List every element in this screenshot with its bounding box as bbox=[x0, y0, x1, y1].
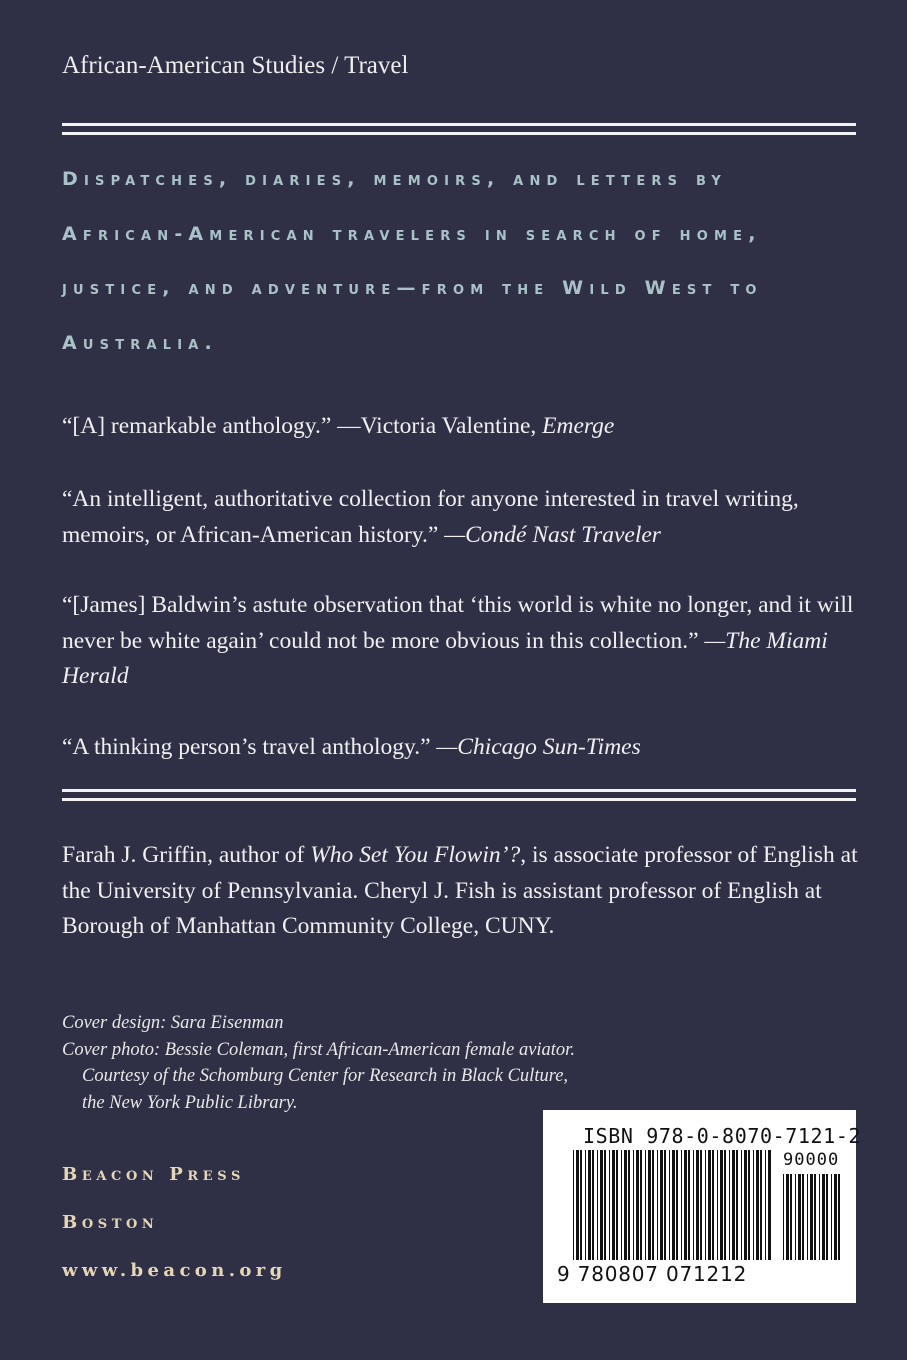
barcode-bar bbox=[621, 1150, 622, 1260]
barcode-bar bbox=[592, 1150, 594, 1260]
barcode-bar bbox=[636, 1150, 639, 1260]
addon-bar bbox=[810, 1174, 813, 1260]
barcode-bar bbox=[760, 1150, 762, 1260]
barcode-bar bbox=[768, 1150, 771, 1260]
cover-photo-credit: Cover photo: Bessie Coleman, first African-American female aviator. bbox=[62, 1039, 575, 1060]
review-quote bbox=[62, 588, 862, 695]
barcode-bar bbox=[700, 1150, 702, 1260]
barcode-bar bbox=[741, 1150, 742, 1260]
barcode-bar bbox=[652, 1150, 654, 1260]
barcode-bar bbox=[669, 1150, 670, 1260]
barcode-bar bbox=[696, 1150, 699, 1260]
addon-bar bbox=[790, 1174, 792, 1260]
barcode-bar bbox=[736, 1150, 738, 1260]
barcode-bar bbox=[612, 1150, 615, 1260]
bio-book-title: Who Set You Flowin’? bbox=[310, 842, 521, 868]
addon-bar bbox=[798, 1174, 801, 1260]
barcode-bar bbox=[765, 1150, 766, 1260]
barcode-bar bbox=[573, 1150, 574, 1260]
quote-text: “An intelligent, authoritative collection for anyone interested in travel writing, memoirs, or African-American history.” bbox=[62, 486, 799, 548]
barcode-bar bbox=[732, 1150, 735, 1260]
review-quote bbox=[62, 730, 862, 766]
cover-design-credit: Cover design: Sara Eisenman bbox=[62, 1013, 284, 1033]
author-bio bbox=[62, 838, 862, 945]
barcode-bar bbox=[676, 1150, 678, 1260]
barcode-bar bbox=[688, 1150, 690, 1260]
barcode-bar bbox=[628, 1150, 630, 1260]
barcode-bar bbox=[597, 1150, 598, 1260]
addon-bar bbox=[807, 1174, 808, 1260]
addon-bar bbox=[786, 1174, 789, 1260]
barcode-bar bbox=[588, 1150, 591, 1260]
barcode-bar bbox=[604, 1150, 606, 1260]
addon-bar bbox=[822, 1174, 825, 1260]
publisher-url: www.beacon.org bbox=[62, 1260, 287, 1281]
barcode-bar bbox=[600, 1150, 603, 1260]
addon-bar bbox=[819, 1174, 820, 1260]
barcode-bar bbox=[708, 1150, 711, 1260]
barcode-bar bbox=[720, 1150, 723, 1260]
cover-credits bbox=[62, 1010, 575, 1116]
top-double-rule bbox=[62, 123, 856, 137]
barcode-bar bbox=[672, 1150, 675, 1260]
barcode-bar bbox=[693, 1150, 694, 1260]
addon-bar bbox=[826, 1174, 828, 1260]
barcode-bar bbox=[616, 1150, 618, 1260]
review-quote bbox=[62, 482, 862, 553]
review-quote bbox=[62, 409, 862, 445]
barcode-bar bbox=[756, 1150, 759, 1260]
quote-text: “[A] remarkable anthology.” —Victoria Valentine, bbox=[62, 413, 543, 439]
quote-source: —The Miami Herald bbox=[62, 627, 828, 689]
courtesy-line-2: the New York Public Library. bbox=[82, 1092, 298, 1113]
barcode-bar bbox=[753, 1150, 754, 1260]
quote-text: “A thinking person’s travel anthology.” bbox=[62, 734, 437, 760]
addon-bar bbox=[783, 1174, 784, 1260]
barcode-bar bbox=[681, 1150, 682, 1260]
isbn-barcode bbox=[543, 1110, 862, 1303]
barcode-bar bbox=[657, 1150, 658, 1260]
courtesy-line-1: Courtesy of the Schomburg Center for Research in Black Culture, bbox=[82, 1066, 569, 1086]
barcode-bar bbox=[684, 1150, 687, 1260]
bio-text-end: , is associate professor of English at the University of Pennsylvania. Cheryl J. Fish is assistant professor of English at Borough of Manhattan Community College, CUNY. bbox=[62, 842, 858, 939]
barcode-bar bbox=[660, 1150, 663, 1260]
addon-bar bbox=[834, 1174, 837, 1260]
barcode-bar bbox=[748, 1150, 750, 1260]
quote-text: “[James] Baldwin’s astute observation that ‘this world is white no longer, and it will never be white again’ could not be more obvious in this collection.” bbox=[62, 592, 854, 654]
quote-source: —Condé Nast Traveler bbox=[444, 521, 661, 548]
isbn-label: ISBN 978-0-8070-7121-2 bbox=[583, 1124, 862, 1148]
barcode-bar bbox=[712, 1150, 714, 1260]
addon-bar bbox=[802, 1174, 804, 1260]
blurb-text: Dispatches, diaries, memoirs, and letters by African-American travelers in search of home, justice, and adventure—from the Wild West to Australia. bbox=[62, 168, 763, 354]
addon-bar bbox=[814, 1174, 816, 1260]
barcode-bar bbox=[633, 1150, 634, 1260]
publisher-city: Boston bbox=[62, 1212, 159, 1233]
barcode-bar bbox=[624, 1150, 627, 1260]
barcode-bar bbox=[648, 1150, 651, 1260]
barcode-bar bbox=[576, 1150, 579, 1260]
addon-bar bbox=[795, 1174, 796, 1260]
quote-source: —Chicago Sun-Times bbox=[436, 734, 641, 760]
category-label: African-American Studies / Travel bbox=[62, 52, 409, 79]
barcode-bar bbox=[580, 1150, 582, 1260]
middle-double-rule bbox=[62, 789, 856, 803]
barcode-bar bbox=[645, 1150, 646, 1260]
barcode-bar bbox=[640, 1150, 642, 1260]
barcode-bar bbox=[609, 1150, 610, 1260]
addon-bar bbox=[831, 1174, 832, 1260]
barcode-bar bbox=[744, 1150, 747, 1260]
price-code: 90000 bbox=[783, 1150, 840, 1170]
barcode-bar bbox=[664, 1150, 666, 1260]
quote-source: Emerge bbox=[542, 413, 615, 439]
bio-text-start: Farah J. Griffin, author of bbox=[62, 842, 311, 868]
barcode-bar bbox=[585, 1150, 586, 1260]
publisher-name: Beacon Press bbox=[62, 1164, 245, 1185]
addon-bar bbox=[838, 1174, 840, 1260]
barcode-bar bbox=[724, 1150, 726, 1260]
ean-digits: 9 780807 071212 bbox=[557, 1262, 748, 1286]
barcode-bar bbox=[717, 1150, 718, 1260]
barcode-bar bbox=[729, 1150, 730, 1260]
barcode-bar bbox=[705, 1150, 706, 1260]
